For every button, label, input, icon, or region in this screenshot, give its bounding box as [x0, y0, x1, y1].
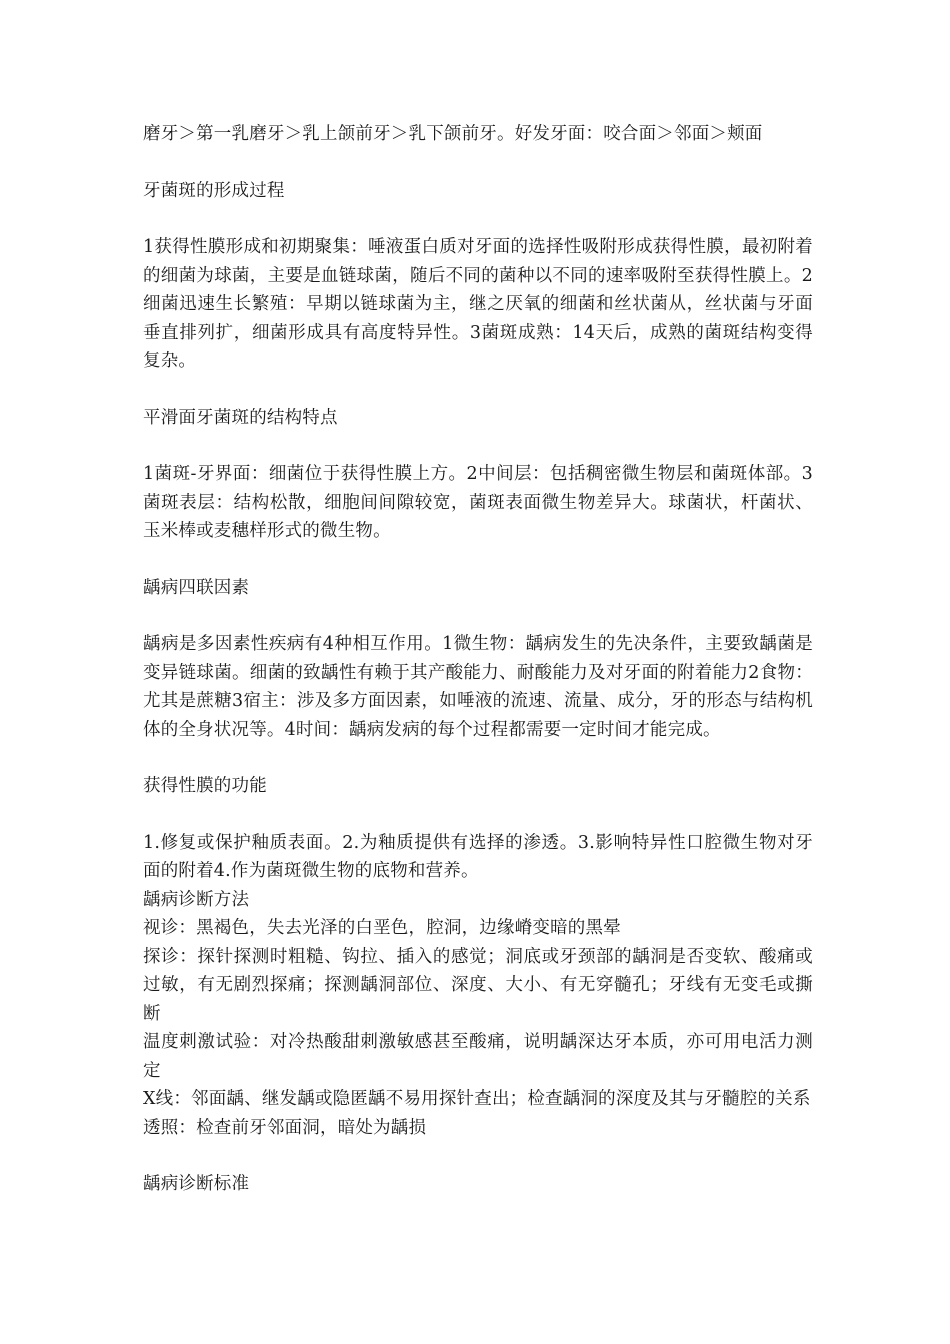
spacer: [143, 149, 813, 177]
xray-paragraph: X线：邻面龋、继发龋或隐匿龋不易用探针查出；检查龋洞的深度及其与牙髓腔的关系: [143, 1089, 811, 1109]
intro-paragraph: 磨牙＞第一乳磨牙＞乳上颌前牙＞乳下颌前牙。好发牙面：咬合面＞邻面＞颊面: [143, 124, 763, 144]
spacer: [143, 602, 813, 630]
heading-smooth-surface-plaque: 平滑面牙菌斑的结构特点: [143, 407, 338, 428]
smooth-surface-paragraph: 1菌斑-牙界面：细菌位于获得性膜上方。2中间层：包括稠密微生物层和菌斑体部。3菌斑表层：结构松散，细胞间间隙较宽，菌斑表面微生物差异大。球菌状，杆菌状、玉米棒或麦穗样形式的微生物。: [143, 464, 813, 541]
four-factors-paragraph: 龋病是多因素性疾病有4种相互作用。1微生物：龋病发生的先决条件，主要致龋菌是变异链球菌。细菌的致龋性有赖于其产酸能力、耐酸能力及对牙面的附着能力2食物：尤其是蔗糖3宿主：涉及多方面因素，如唾液的流速、流量、成分，牙的形态与结构机体的全身状况等。4时间：龋病发病的每个过程都需要一定时间才能完成。: [143, 634, 813, 740]
spacer: [143, 801, 813, 829]
heading-diagnosis-criteria: 龋病诊断标准: [143, 1174, 250, 1194]
heading-four-factors: 龋病四联因素: [143, 577, 250, 598]
spacer: [143, 744, 813, 772]
heading-diagnosis-methods: 龋病诊断方法: [143, 889, 250, 910]
document-page: [143, 120, 813, 1199]
plaque-formation-paragraph: 1获得性膜形成和初期聚集：唾液蛋白质对牙面的选择性吸附形成获得性膜，最初附着的细菌为球菌，主要是血链球菌，随后不同的菌种以不同的速率吸附至获得性膜上。2细菌迅速生长繁殖：早期以链球菌为主，继之厌氧的细菌和丝状菌从，丝状菌与牙面垂直排列扩，细菌形成具有高度特异性。3菌斑成熟：14天后，成熟的菌斑结构变得复杂。: [143, 237, 813, 371]
thermal-test-paragraph: 温度刺激试验：对冷热酸甜刺激敏感甚至酸痛，说明龋深达牙本质，亦可用电活力测定: [143, 1032, 813, 1081]
pellicle-function-paragraph: 1.修复或保护釉质表面。2.为釉质提供有选择的渗透。3.影响特异性口腔微生物对牙面的附着4.作为菌斑微生物的底物和营养。: [143, 832, 813, 881]
transillumination-paragraph: 透照：检查前牙邻面洞，暗处为龋损: [143, 1117, 427, 1138]
heading-plaque-formation: 牙菌斑的形成过程: [143, 180, 285, 201]
probing-paragraph: 探诊：探针探测时粗糙、钩拉、插入的感觉；洞底或牙颈部的龋洞是否变软、酸痛或过敏，有无剧烈探痛；探测龋洞部位、深度、大小、有无穿髓孔；牙线有无变毛或撕断: [143, 946, 813, 1024]
spacer: [143, 376, 813, 404]
heading-pellicle-function: 获得性膜的功能: [143, 776, 267, 796]
spacer: [143, 1142, 813, 1170]
spacer: [143, 432, 813, 460]
spacer: [143, 546, 813, 574]
spacer: [143, 205, 813, 233]
inspection-paragraph: 视诊：黑褐色，失去光泽的白垩色，腔洞，边缘嵴变暗的黑晕: [143, 918, 621, 938]
